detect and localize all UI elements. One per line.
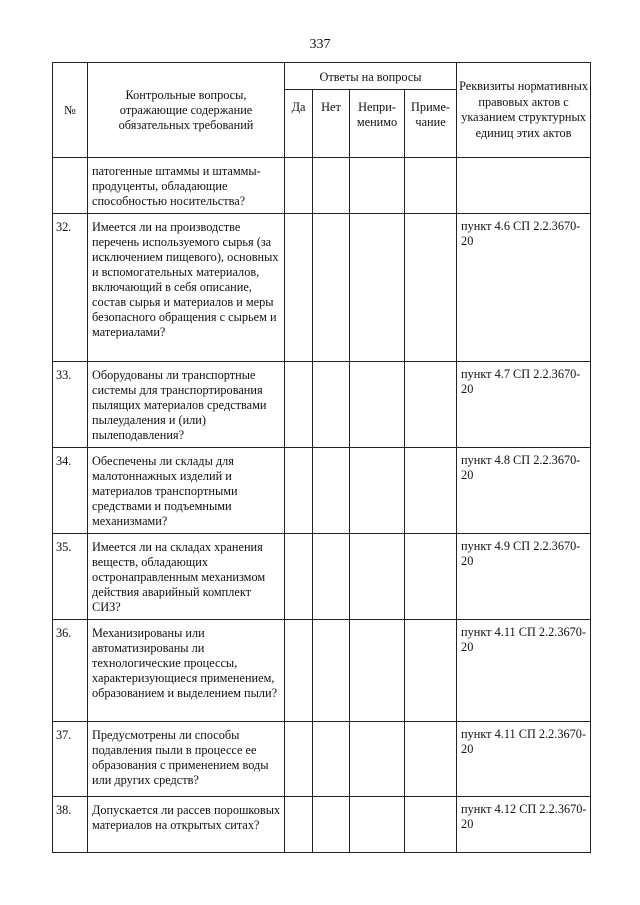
answer-not-applicable-cell[interactable] [350,214,405,362]
table-body [53,158,591,853]
answer-yes-cell[interactable] [285,620,313,722]
answer-yes-cell[interactable] [285,448,313,534]
answer-note-cell[interactable] [405,214,457,362]
answer-no-cell[interactable] [313,214,350,362]
answer-note-cell[interactable] [405,362,457,448]
row-number: 34. [53,448,88,534]
header-answer-note: Приме- чание [405,90,457,158]
answer-no-cell[interactable] [313,448,350,534]
row-question: патогенные штаммы и штаммы-продуценты, обладающие способностью носительства? [88,158,285,214]
answer-no-cell[interactable] [313,158,350,214]
row-number: 35. [53,534,88,620]
row-number [53,158,88,214]
row-question: Имеется ли на складах хранения веществ, обладающих остронаправленным механизмом действия аварийный комплект СИЗ? [88,534,285,620]
answer-not-applicable-cell[interactable] [350,722,405,797]
answer-not-applicable-cell[interactable] [350,158,405,214]
answer-note-cell[interactable] [405,448,457,534]
row-number: 33. [53,362,88,448]
row-number: 38. [53,797,88,853]
row-question: Обеспечены ли склады для малотоннажных изделий и материалов транспортными средствами и подъемными механизмами? [88,448,285,534]
answer-no-cell[interactable] [313,534,350,620]
answer-note-cell[interactable] [405,158,457,214]
header-answer-no: Нет [313,90,350,158]
row-number: 36. [53,620,88,722]
answer-no-cell[interactable] [313,797,350,853]
answer-yes-cell[interactable] [285,214,313,362]
header-requisites: Реквизиты нормативных правовых актов с указанием структурных единиц этих актов [457,63,591,158]
row-reference: пункт 4.9 СП 2.2.3670-20 [457,534,591,620]
row-reference: пункт 4.11 СП 2.2.3670-20 [457,620,591,722]
row-number: 32. [53,214,88,362]
answer-not-applicable-cell[interactable] [350,797,405,853]
row-question: Допускается ли рассев порошковых материалов на открытых ситах? [88,797,285,853]
answer-note-cell[interactable] [405,797,457,853]
header-answers-group: Ответы на вопросы [285,63,457,90]
row-question: Механизированы или автоматизированы ли технологические процессы, характеризующиеся применением, образованием и выделением пыли? [88,620,285,722]
answer-note-cell[interactable] [405,722,457,797]
header-answer-not-applicable: Непри- менимо [350,90,405,158]
answer-note-cell[interactable] [405,534,457,620]
row-reference: пункт 4.6 СП 2.2.3670-20 [457,214,591,362]
answer-no-cell[interactable] [313,620,350,722]
header-answer-yes: Да [285,90,313,158]
row-reference: пункт 4.7 СП 2.2.3670-20 [457,362,591,448]
answer-no-cell[interactable] [313,722,350,797]
table-row [53,534,591,620]
table-row [53,620,591,722]
row-question: Имеется ли на производстве перечень используемого сырья (за исключением пищевого), основных и вспомогательных материалов, включающий в себя описание, состав сырья и материалов и меры безопасного обращения с сырьем и материалами? [88,214,285,362]
table-row [53,362,591,448]
answer-not-applicable-cell[interactable] [350,448,405,534]
table-row [53,797,591,853]
page-number: 337 [309,37,331,52]
header-number: № [53,63,88,158]
answer-yes-cell[interactable] [285,722,313,797]
row-reference [457,158,591,214]
row-reference: пункт 4.11 СП 2.2.3670-20 [457,722,591,797]
row-reference: пункт 4.12 СП 2.2.3670-20 [457,797,591,853]
answer-note-cell[interactable] [405,620,457,722]
answer-no-cell[interactable] [313,362,350,448]
table-row [53,448,591,534]
row-question: Оборудованы ли транспортные системы для транспортирования пылящих материалов средствами пылеудаления и (или) пылеподавления? [88,362,285,448]
checklist-table [52,62,591,853]
answer-yes-cell[interactable] [285,534,313,620]
answer-not-applicable-cell[interactable] [350,620,405,722]
answer-yes-cell[interactable] [285,362,313,448]
table-row [53,214,591,362]
answer-yes-cell[interactable] [285,158,313,214]
row-question: Предусмотрены ли способы подавления пыли в процессе ее образования с применением воды или других средств? [88,722,285,797]
row-number: 37. [53,722,88,797]
header-question: Контрольные вопросы, отражающие содержание обязательных требований [88,63,285,158]
header-row-top [53,63,591,90]
answer-yes-cell[interactable] [285,797,313,853]
table-row [53,722,591,797]
answer-not-applicable-cell[interactable] [350,534,405,620]
row-reference: пункт 4.8 СП 2.2.3670-20 [457,448,591,534]
answer-not-applicable-cell[interactable] [350,362,405,448]
table-row [53,158,591,214]
